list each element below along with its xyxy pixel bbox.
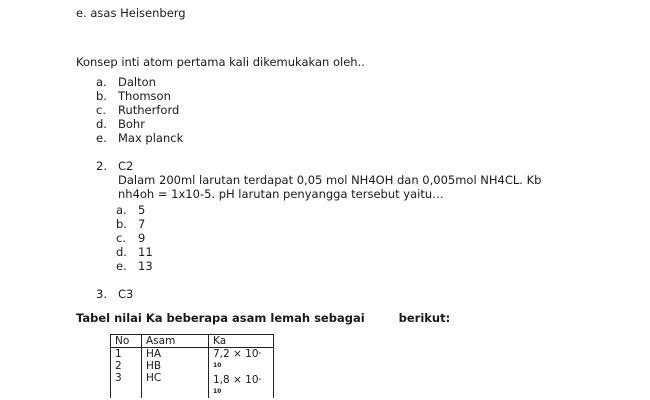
option-d: d. Bohr — [96, 117, 145, 131]
option-d: d. 11 — [116, 245, 153, 259]
header-ka: Ka — [209, 335, 274, 348]
table-row: 2 HB $^{10}$ — [111, 360, 274, 372]
question-1-text: Konsep inti atom pertama kali dikemukakan oleh.. — [76, 55, 365, 69]
option-e: e. 13 — [116, 259, 153, 273]
table-row: 1 HA 7,2 × 10- — [111, 348, 274, 361]
option-c: c. 9 — [116, 231, 146, 245]
option-a: a. 5 — [116, 203, 146, 217]
table-row: 10 — [111, 386, 274, 398]
option-c: c. Rutherford — [96, 103, 180, 117]
header-asam: Asam — [142, 335, 209, 348]
table-title: Tabel nilai Ka beberapa asam lemah sebagai berikut: — [76, 311, 451, 325]
ka-table — [110, 334, 274, 398]
question-2-line-2: nh4oh = 1x10-5. pH larutan penyangga tersebut yaitu… — [118, 187, 444, 201]
header-no: No — [111, 335, 142, 348]
option-b: b. 7 — [116, 217, 146, 231]
question-2-code: C2 — [118, 159, 134, 173]
question-2-number: 2. — [96, 159, 107, 173]
question-3-code: C3 — [118, 287, 134, 301]
option-b: b. Thomson — [96, 89, 171, 103]
option-e: e. Max planck — [96, 131, 184, 145]
previous-option-e: e. asas Heisenberg — [76, 6, 186, 20]
table-row: 3 HC 1,8 × 10- — [111, 372, 274, 386]
question-3-number: 3. — [96, 287, 107, 301]
option-a: a. Dalton — [96, 75, 156, 89]
question-2-line-1: Dalam 200ml larutan terdapat 0,05 mol NH4OH dan 0,005mol NH4CL. Kb — [118, 173, 542, 187]
